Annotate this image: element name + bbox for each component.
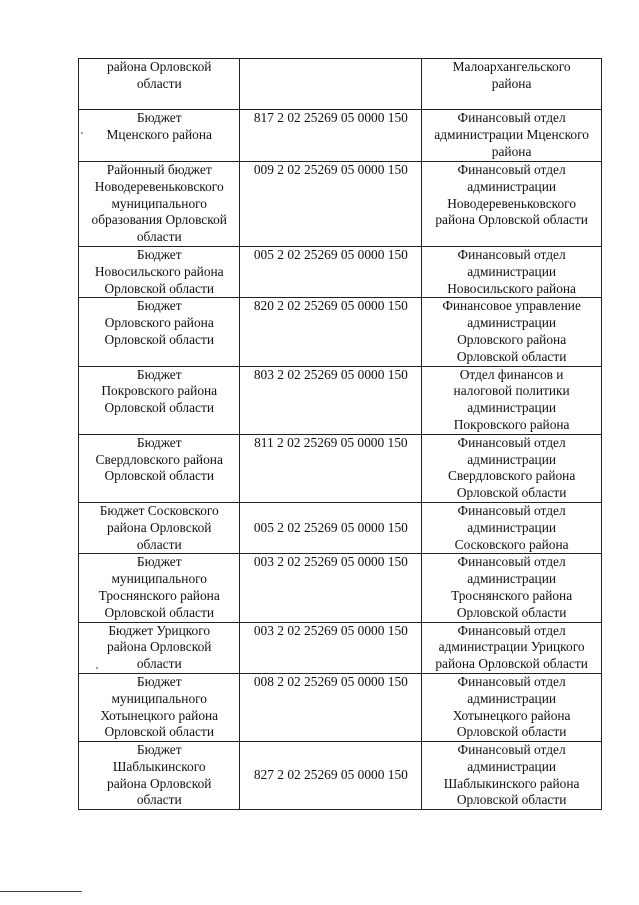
admin-cell <box>422 434 602 502</box>
classification-code: 811 2 02 25269 05 0000 150 <box>254 434 408 450</box>
code-cell <box>240 554 422 622</box>
table-row <box>79 246 602 297</box>
budget-allocation-table <box>78 58 602 810</box>
budget-cell <box>79 366 240 434</box>
administrator-name: Финансовый отдел администрации Урицкого района Орловской области <box>435 622 588 672</box>
admin-cell <box>422 554 602 622</box>
admin-cell <box>422 502 602 553</box>
table-row <box>79 162 602 247</box>
classification-code: 003 2 02 25269 05 0000 150 <box>253 622 408 638</box>
budget-cell <box>79 59 240 110</box>
administrator-name: Финансовый отдел администрации Свердловского района Орловской области <box>447 434 576 501</box>
budget-name: Бюджет Покровского района Орловской области <box>101 366 218 416</box>
code-cell <box>240 366 422 434</box>
admin-cell <box>422 742 602 810</box>
code-cell <box>240 434 422 502</box>
budget-cell <box>79 673 240 741</box>
budget-cell <box>79 246 240 297</box>
code-cell <box>240 246 422 297</box>
budget-name: Бюджет Сосковского района Орловской области <box>99 502 219 552</box>
scan-speck <box>96 667 98 669</box>
classification-code: 817 2 02 25269 05 0000 150 <box>253 110 408 125</box>
budget-name: Бюджет муниципального Троснянского района Орловской области <box>98 554 220 620</box>
classification-code: 827 2 02 25269 05 0000 150 <box>253 767 408 783</box>
budget-cell <box>79 622 240 673</box>
classification-code: 008 2 02 25269 05 0000 150 <box>253 673 408 689</box>
administrator-name: Финансовый отдел администрации Новодеревеньковского района Орловской области <box>435 162 588 228</box>
table-row <box>79 59 602 110</box>
budget-cell <box>79 162 240 247</box>
admin-cell <box>422 246 602 297</box>
administrator-name: Финансовый отдел администрации Хотынецкого района Орловской области <box>452 673 571 740</box>
classification-code: 820 2 02 25269 05 0000 150 <box>253 298 408 314</box>
budget-cell <box>79 110 240 162</box>
code-cell <box>240 742 422 810</box>
budget-name: Бюджет муниципального Хотынецкого района Орловской области <box>100 673 219 740</box>
administrator-name: Финансовый отдел администрации Троснянского района Орловской области <box>451 554 573 620</box>
admin-cell <box>422 622 602 673</box>
budget-name: Бюджет Шаблыкинского района Орловской области <box>107 742 212 808</box>
budget-name: Бюджет Свердловского района Орловской области <box>95 434 223 484</box>
admin-cell <box>422 366 602 434</box>
code-cell <box>240 622 422 673</box>
table-row <box>79 742 602 810</box>
admin-cell <box>422 59 602 110</box>
administrator-name: Отдел финансов и налоговой политики администрации Покровского района <box>453 366 570 432</box>
code-cell <box>240 110 422 162</box>
code-cell <box>240 673 422 741</box>
admin-cell <box>422 298 602 366</box>
administrator-name: Финансовый отдел администрации Шаблыкинского района Орловской области <box>443 742 580 808</box>
classification-code: 005 2 02 25269 05 0000 150 <box>253 519 408 535</box>
budget-cell <box>79 554 240 622</box>
code-cell <box>240 502 422 553</box>
table-row <box>79 673 602 741</box>
budget-name: района Орловской области <box>107 59 212 91</box>
table-row <box>79 622 602 673</box>
admin-cell <box>422 673 602 741</box>
administrator-name: Финансовый отдел администрации Мценского района <box>434 110 589 159</box>
budget-name: Бюджет Мценского района <box>106 110 212 142</box>
footnote-rule <box>0 891 82 892</box>
table-row <box>79 298 602 366</box>
budget-cell <box>79 434 240 502</box>
table-row <box>79 434 602 502</box>
budget-name: Районный бюджет Новодеревеньковского муниципального образования Орловской области <box>91 162 227 245</box>
budget-cell <box>79 742 240 810</box>
code-cell <box>240 59 422 110</box>
classification-code: 003 2 02 25269 05 0000 150 <box>253 554 408 570</box>
admin-cell <box>422 162 602 247</box>
admin-cell <box>422 110 602 162</box>
administrator-name: Малоархангельского района <box>452 59 571 91</box>
budget-name: Бюджет Новосильского района Орловской области <box>94 246 224 296</box>
budget-cell <box>79 502 240 553</box>
budget-name: Бюджет Орловского района Орловской области <box>104 298 215 347</box>
code-cell <box>240 298 422 366</box>
administrator-name: Финансовый отдел администрации Новосильского района <box>447 246 577 296</box>
table-row <box>79 502 602 553</box>
table-row <box>79 366 602 434</box>
budget-cell <box>79 298 240 366</box>
classification-code: 005 2 02 25269 05 0000 150 <box>253 246 408 262</box>
budget-name: Бюджет Урицкого района Орловской области <box>107 622 212 672</box>
classification-code: 009 2 02 25269 05 0000 150 <box>253 162 408 177</box>
administrator-name: Финансовый отдел администрации Сосковского района <box>454 502 569 552</box>
scan-speck <box>81 132 83 134</box>
code-cell <box>240 162 422 247</box>
classification-code: 803 2 02 25269 05 0000 150 <box>253 366 408 382</box>
administrator-name: Финансовое управление администрации Орловского района Орловской области <box>442 298 581 364</box>
table-row <box>79 110 602 162</box>
table-row <box>79 554 602 622</box>
